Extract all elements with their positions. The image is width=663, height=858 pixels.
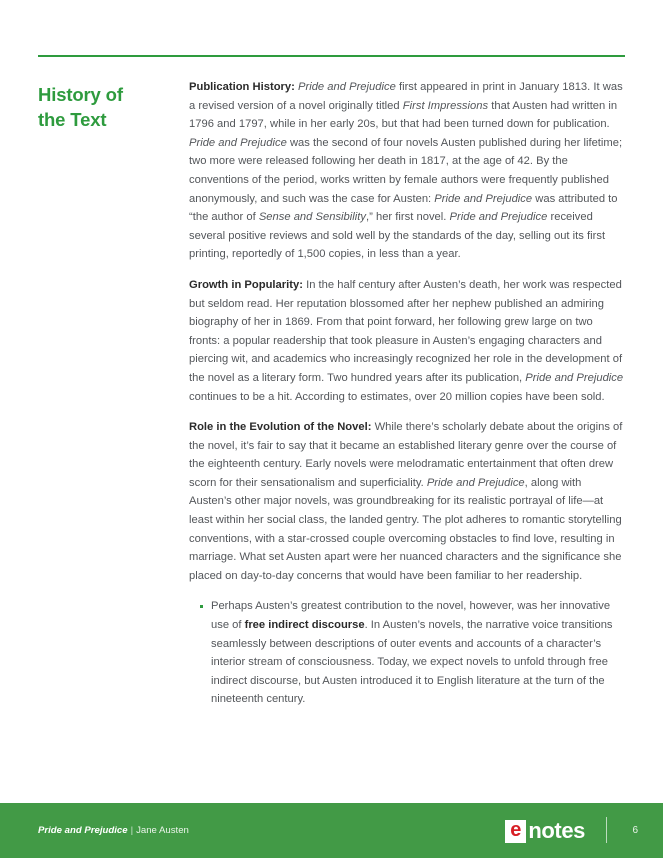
body-paragraph (189, 418, 625, 585)
text-run: Pride and Prejudice (426, 476, 525, 489)
text-run: was the second of four novels Austen published during her lifetime; two more were released following her death in 1817, at the age of 42. By the conventions of the period, works written by female authors were frequently published anonymously, and such was the case for Austen: (189, 136, 623, 205)
paragraph-list (189, 78, 625, 585)
footer-work-title: Pride and Prejudice (38, 825, 128, 836)
text-run: . In Austen’s novels, the narrative voice transitions seamlessly between descriptions of outer events and accounts of a character’s interior stream of consciousness. Today, we expect novels to unfold through free indirect discourse, but Austen introduced it to English literature at the turn of the nineteenth century. (211, 619, 613, 706)
page-title-line-2: the Text (38, 109, 107, 130)
text-run: continues to be a hit. According to estimates, over 20 million copies have been sold. (189, 390, 605, 403)
text-run: First Impressions (402, 99, 489, 112)
body-paragraph (189, 78, 625, 264)
bullet-marker-icon (200, 605, 203, 608)
list-item (189, 597, 625, 709)
paragraph-lead-label: Publication History: (189, 81, 295, 93)
text-run: was attributed to “the author of (189, 192, 618, 224)
text-run: Pride and Prejudice (449, 211, 548, 224)
page-footer (0, 803, 663, 858)
text-run: Pride and Prejudice (298, 81, 396, 93)
text-run: first appeared in print in January 1813. It was a revised version of a novel originally titled (189, 81, 623, 112)
page-title-line-1: History of (38, 84, 123, 105)
text-run: Perhaps Austen’s greatest contribution to the novel, however, was her innovative use of (211, 600, 611, 632)
text-run: Pride and Prejudice (189, 136, 287, 149)
bullet-list (189, 597, 625, 709)
text-run: received several positive reviews and sold well by the standards of the day, selling out its first printing, reportedly of 1,500 copies, in less than a year. (189, 211, 606, 261)
footer-divider (606, 817, 608, 843)
paragraph-lead-label: Role in the Evolution of the Novel: (189, 421, 372, 434)
paragraph-lead-label: Growth in Popularity: (189, 278, 303, 291)
body-column (189, 78, 625, 721)
page-title (38, 82, 178, 132)
footer-separator: | (130, 825, 134, 836)
text-run: Sense and Sensibility (258, 211, 366, 224)
header-rule (38, 55, 625, 57)
text-run: , along with Austen’s other major novels, was groundbreaking for its realistic portrayal of life—at least within her social class, the landed gentry. The plot adheres to romantic storytelling conventions, with a star-crossed couple overcoming obstacles to find love, resulting in marriage. What set Austen apart were her nuanced characters and the significance she placed on day-to-day concerns that would have been familiar to her readership. (189, 476, 622, 582)
footer-citation (38, 825, 189, 836)
body-paragraph (189, 276, 625, 406)
text-run: that Austen had written in 1796 and 1797, while in her early 20s, but that had been turned down for publication. (189, 99, 618, 131)
text-run: While there’s scholarly debate about the origins of the novel, it’s fair to say that it became an established literary genre over the course of the eighteenth century. Early novels were melodramatic entertainment that often drew scorn for their sensationalism and superficiality. (189, 421, 623, 489)
text-run: ,” her first novel. (366, 211, 450, 224)
enotes-wordmark: notes (528, 818, 585, 843)
enotes-logo[interactable] (505, 817, 585, 845)
enotes-e-mark: e (505, 820, 526, 843)
text-run: free indirect discourse (244, 619, 365, 632)
page-number: 6 (632, 825, 638, 836)
text-run: Pride and Prejudice (525, 371, 624, 384)
text-run: In the half century after Austen’s death, her work was respected but seldom read. Her reputation blossomed after her nephew published an admiring biography of her in 1869. From that point forward, her following grew large on two fronts: a popular readership that took pleasure in Austen’s engaging characters and piercing wit, and academics who increasingly recognized her role in the development of the novel as a literary form. Two hundred years after its publication, (189, 278, 623, 384)
text-run: Pride and Prejudice (434, 192, 533, 205)
footer-author: Jane Austen (136, 825, 189, 836)
